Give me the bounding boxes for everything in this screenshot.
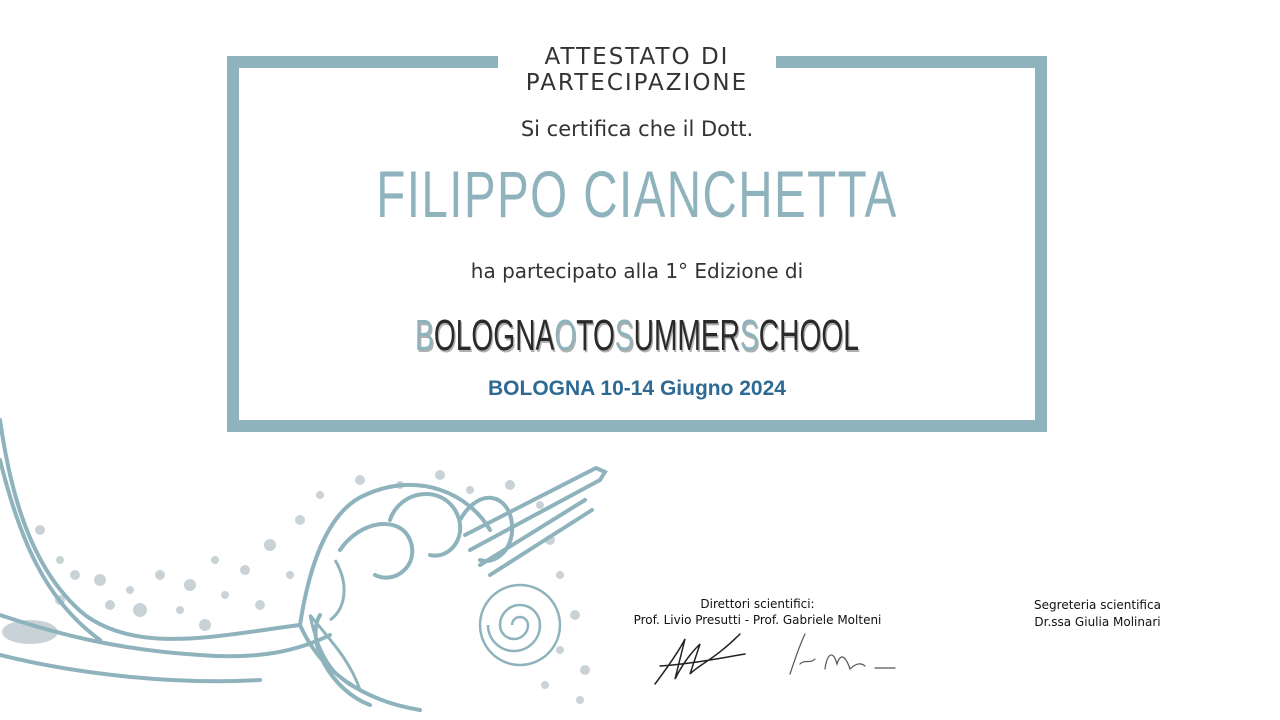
secretary-block [1000,597,1195,631]
directors-label: Direttori scientifici: [700,597,815,611]
recipient-name: FILIPPO CIANCHETTA [376,157,898,231]
title-line-1: ATTESTATO DI [544,44,730,70]
school-part-3-cap: S [614,311,634,360]
secretary-name: Dr.ssa Giulia Molinari [1034,615,1161,629]
inner-ear-illustration-icon [0,400,620,720]
signature-presutti-icon [655,634,745,684]
signature-molteni-icon [790,634,895,674]
event-dates: BOLOGNA 10-14 Giugno 2024 [488,377,786,400]
certify-text: Si certifica che il Dott. [520,117,754,141]
school-name [375,306,900,366]
title-line-2: PARTECIPAZIONE [525,70,749,96]
certificate-frame [227,56,1047,432]
school-part-4-cap: S [740,311,759,360]
school-part-4-rest: CHOOL [758,311,859,360]
directors-names: Prof. Livio Presutti - Prof. Gabriele Molteni [633,613,882,627]
school-part-1-cap: B [415,311,434,360]
participated-text: ha partecipato alla 1° Edizione di [470,259,804,283]
school-part-2-rest: TO [576,311,615,360]
secretary-label: Segreteria scientifica [1034,598,1161,612]
school-part-3-rest: UMMER [633,311,741,360]
certificate-title [498,44,776,96]
school-part-1-rest: OLOGNA [433,311,555,360]
signatures [645,624,905,694]
school-part-2-cap: O [554,311,577,360]
